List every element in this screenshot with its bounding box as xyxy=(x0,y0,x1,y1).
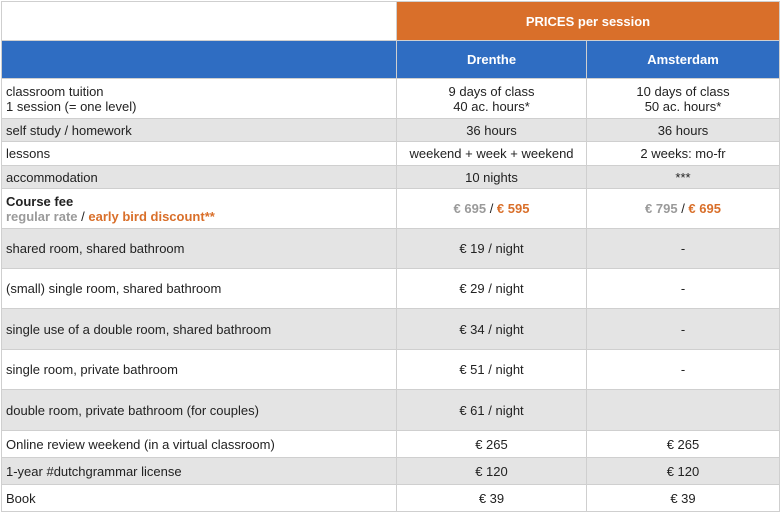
row-label: single use of a double room, shared bathroom xyxy=(2,309,397,350)
column-header-drenthe: Drenthe xyxy=(397,41,587,79)
amsterdam-cell: *** xyxy=(587,166,780,189)
price-separator: / xyxy=(486,201,497,216)
row-label: accommodation xyxy=(2,166,397,189)
row-label-line: classroom tuition xyxy=(6,83,104,99)
rate-separator: / xyxy=(77,208,89,224)
amsterdam-cell: € 39 xyxy=(587,485,780,512)
row-label xyxy=(2,189,397,229)
table-row xyxy=(2,79,780,119)
table-row xyxy=(2,431,780,458)
row-label: 1-year #dutchgrammar license xyxy=(2,458,397,485)
amsterdam-cell xyxy=(587,390,780,431)
header-blue-empty-cell xyxy=(2,41,397,79)
amsterdam-cell xyxy=(587,79,780,119)
header-row-locations xyxy=(2,41,780,79)
amsterdam-cell: € 265 xyxy=(587,431,780,458)
drenthe-cell: 36 hours xyxy=(397,119,587,142)
amsterdam-cell: 2 weeks: mo-fr xyxy=(587,142,780,166)
table-row xyxy=(2,229,780,269)
amsterdam-regular-price: € 795 xyxy=(645,201,678,216)
drenthe-cell: € 265 xyxy=(397,431,587,458)
amsterdam-value-line: 10 days of class xyxy=(636,83,730,99)
row-label: self study / homework xyxy=(2,119,397,142)
table-row xyxy=(2,350,780,390)
regular-rate-label: regular rate xyxy=(6,208,78,224)
amsterdam-cell: - xyxy=(587,229,780,269)
row-label-line: 1 session (= one level) xyxy=(6,98,137,114)
drenthe-cell: € 34 / night xyxy=(397,309,587,350)
row-label: Book xyxy=(2,485,397,512)
drenthe-cell: € 120 xyxy=(397,458,587,485)
drenthe-cell: € 39 xyxy=(397,485,587,512)
table-row xyxy=(2,309,780,350)
table-row xyxy=(2,269,780,309)
table-row xyxy=(2,142,780,166)
drenthe-cell: € 61 / night xyxy=(397,390,587,431)
drenthe-cell: 10 nights xyxy=(397,166,587,189)
amsterdam-cell: € 120 xyxy=(587,458,780,485)
early-bird-label: early bird discount** xyxy=(88,208,215,224)
drenthe-regular-price: € 695 xyxy=(453,201,487,216)
amsterdam-cell: - xyxy=(587,309,780,350)
header-row-prices xyxy=(2,2,780,41)
prices-table xyxy=(1,1,780,512)
header-empty-cell xyxy=(2,2,397,41)
drenthe-fee-cell xyxy=(397,189,587,229)
row-label: shared room, shared bathroom xyxy=(2,229,397,269)
course-fee-row xyxy=(2,189,780,229)
row-label: lessons xyxy=(2,142,397,166)
prices-per-session-header: PRICES per session xyxy=(397,2,780,41)
amsterdam-early-price: € 695 xyxy=(688,201,721,216)
amsterdam-value-line: 50 ac. hours* xyxy=(644,98,722,114)
row-label xyxy=(2,79,397,119)
course-fee-label: Course fee xyxy=(6,193,74,209)
drenthe-cell: weekend + week + weekend xyxy=(397,142,587,166)
drenthe-early-price: € 595 xyxy=(496,201,530,216)
table-row xyxy=(2,485,780,512)
row-label: (small) single room, shared bathroom xyxy=(2,269,397,309)
amsterdam-cell: 36 hours xyxy=(587,119,780,142)
drenthe-value-line: 40 ac. hours* xyxy=(453,98,530,114)
amsterdam-fee-cell xyxy=(587,189,780,229)
drenthe-cell: € 19 / night xyxy=(397,229,587,269)
drenthe-cell: € 51 / night xyxy=(397,350,587,390)
drenthe-cell xyxy=(397,79,587,119)
column-header-amsterdam: Amsterdam xyxy=(587,41,780,79)
amsterdam-cell: - xyxy=(587,350,780,390)
price-separator: / xyxy=(677,201,689,216)
rate-legend xyxy=(6,209,392,224)
row-label: Online review weekend (in a virtual classroom) xyxy=(2,431,397,458)
row-label: double room, private bathroom (for couples) xyxy=(2,390,397,431)
table-row xyxy=(2,458,780,485)
row-label: single room, private bathroom xyxy=(2,350,397,390)
drenthe-cell: € 29 / night xyxy=(397,269,587,309)
amsterdam-cell: - xyxy=(587,269,780,309)
table-row xyxy=(2,119,780,142)
table-row xyxy=(2,390,780,431)
drenthe-value-line: 9 days of class xyxy=(448,83,535,99)
table-row xyxy=(2,166,780,189)
